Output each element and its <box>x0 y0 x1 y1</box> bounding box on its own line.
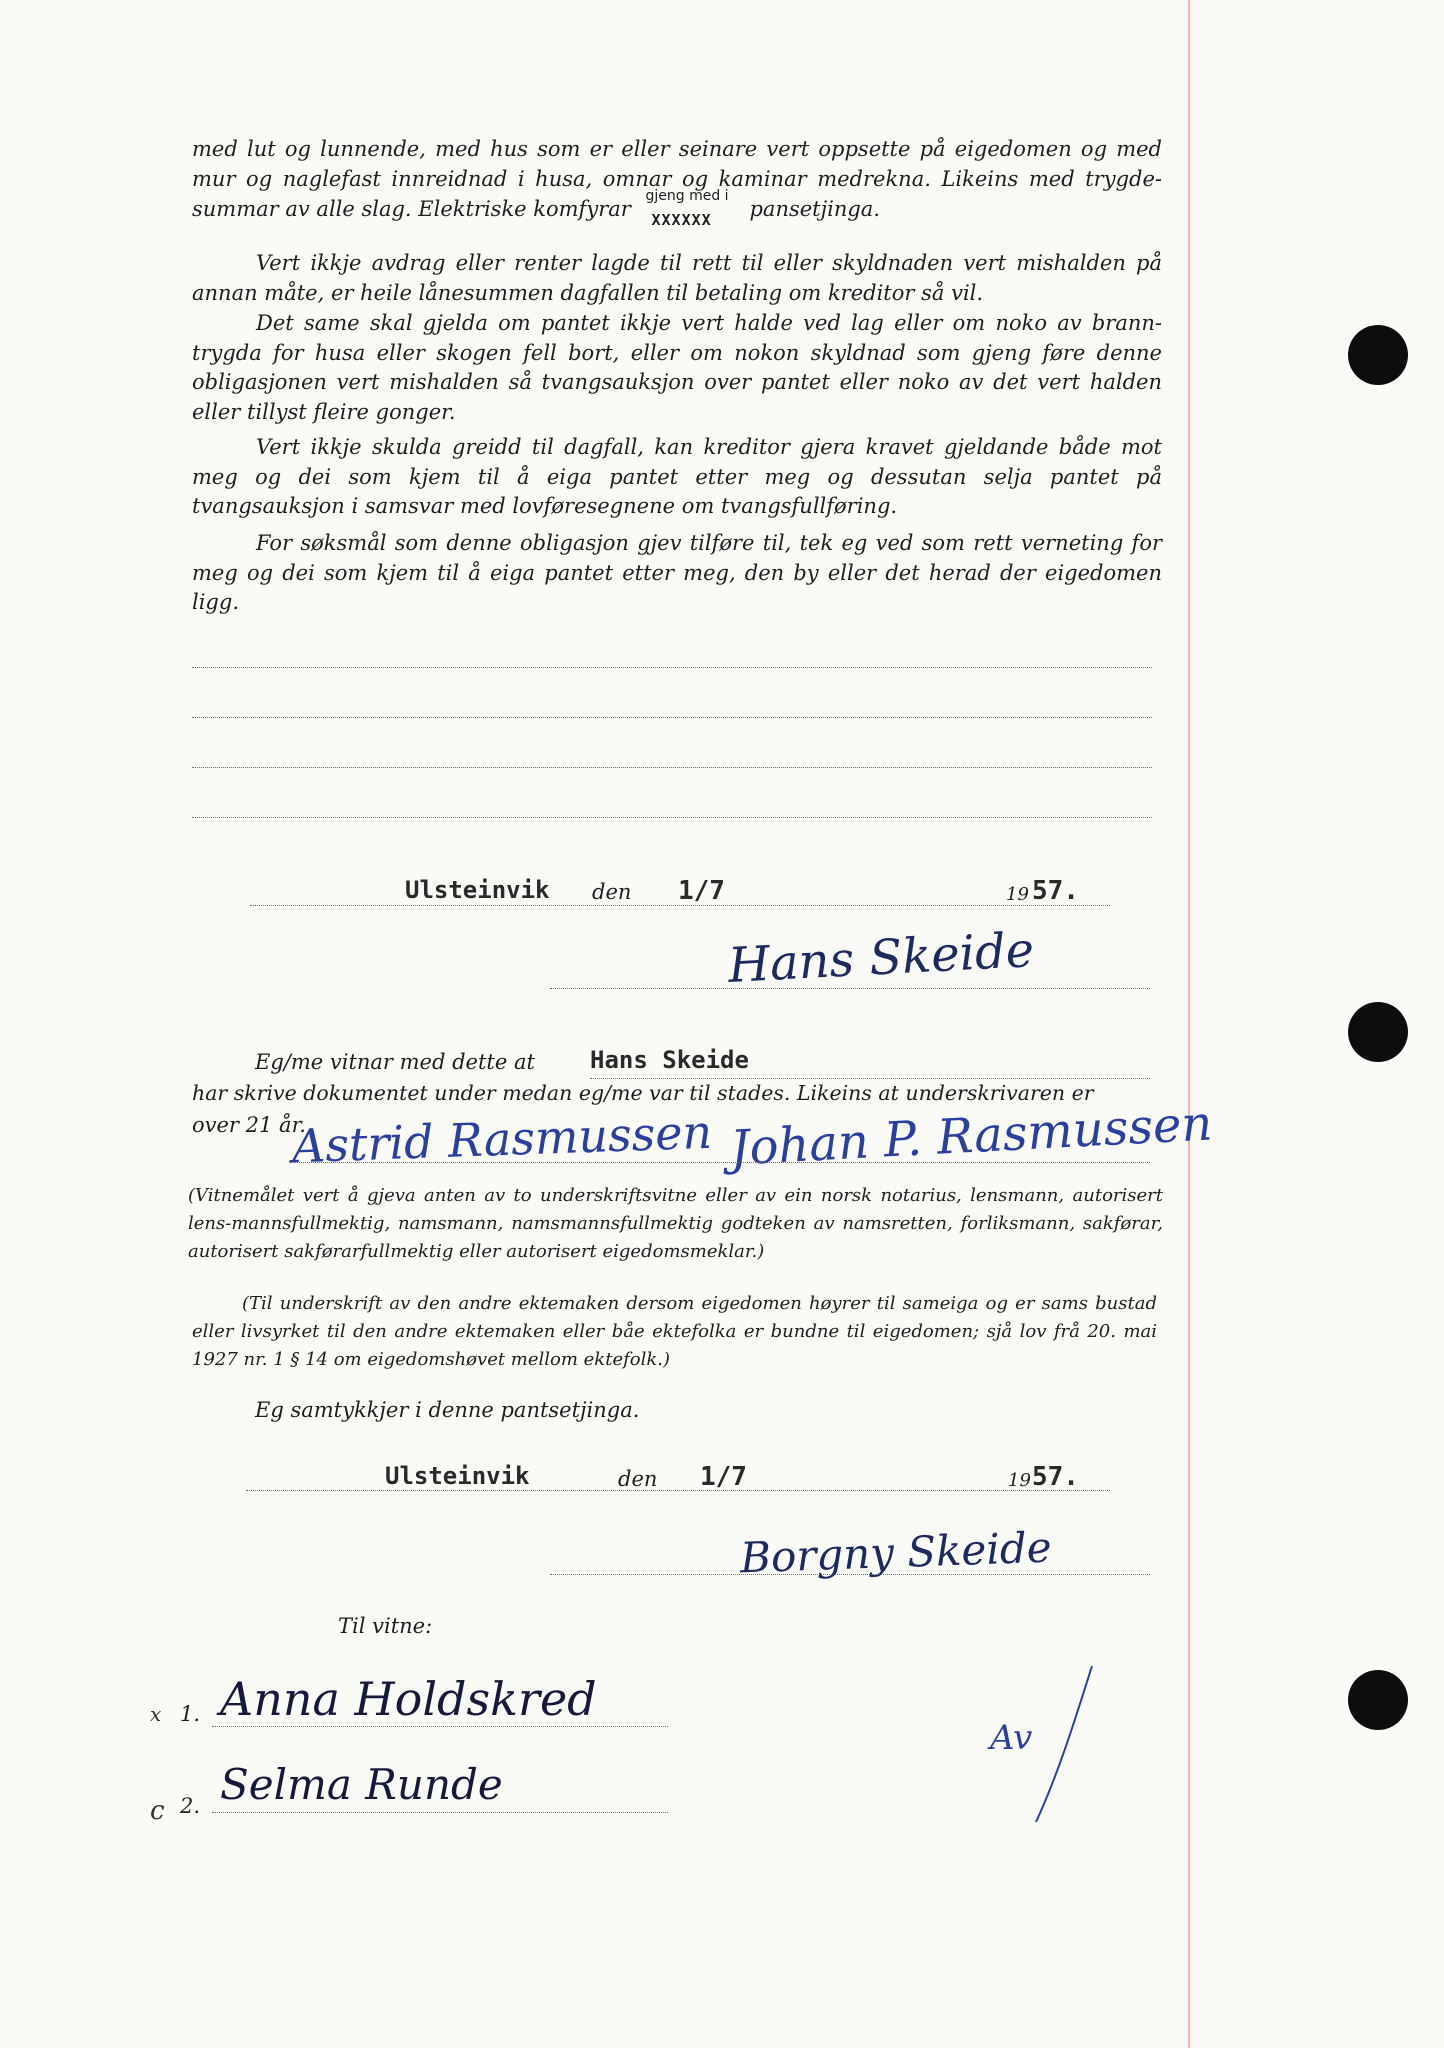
witness-1-line <box>212 1726 668 1727</box>
witness-2-line <box>212 1812 668 1813</box>
signature-witness-1: Astrid Rasmussen <box>291 1104 713 1174</box>
paragraph-jurisdiction: For søksmål som denne obligasjon gjev tilføre til, tek eg ved som rett verneting for meg og dei som kjem til å eiga pantet etter meg, den by eller det herad der eigedomen ligg. <box>192 531 1162 614</box>
signing-place: Ulsteinvik <box>405 876 550 904</box>
punch-hole <box>1348 1002 1408 1062</box>
signing-line <box>250 905 1110 906</box>
witness-1-number: 1. <box>180 1702 201 1726</box>
margin-rule <box>1188 0 1190 2048</box>
punch-hole <box>1348 325 1408 385</box>
spouse-note: (Til underskrift av den andre ektemaken dersom eigedomen høyrer til sameiga og er sams bustad eller livsyrket til den andre ektemaken eller båe ektefolka er bundne til eigedomen; sjå lov frå 20. mai 1927 nr. 1 § 14 om eigedomshøvet mellom ektefolk.) <box>192 1293 1157 1370</box>
witness-intro: Eg/me vitnar med dette at <box>255 1050 535 1074</box>
signing-date-2: 1/7 <box>700 1462 747 1492</box>
year-suffix: 57. <box>1032 876 1079 906</box>
initials: Av <box>990 1718 1033 1758</box>
blank-line <box>192 767 1152 768</box>
name-line <box>590 1078 1150 1079</box>
signature-line <box>550 988 1150 989</box>
blank-line <box>192 817 1152 818</box>
witness-line3: over 21 år. <box>192 1113 306 1137</box>
paragraph-property: med lut og lunnende, med hus som er eller seinare vert oppsette på eigedomen og med mur og naglefast innreidnad i husa, omnar og kaminar medrekna. Likeins med trygde-summar av alle slag. Elektriske komfyrar gjeng med i XXXXXX pansetjinga. <box>192 137 1162 229</box>
signature-line-2 <box>550 1574 1150 1575</box>
witness-principal-name: Hans Skeide <box>590 1046 749 1074</box>
til-vitne-label: Til vitne: <box>338 1614 433 1638</box>
paragraph-default: Vert ikkje avdrag eller renter lagde til rett til eller skyldnaden vert mishalden på annan måte, er heile lånesummen dagfallen til betaling om kreditor så vil. <box>192 251 1162 305</box>
den-label-2: den <box>618 1467 658 1491</box>
handwritten-insertion: gjeng med i XXXXXX <box>645 188 729 229</box>
witness-2-mark: c <box>150 1796 165 1826</box>
witness-1-signature: Anna Holdskred <box>220 1672 597 1726</box>
signing-line-2 <box>246 1490 1110 1491</box>
signature-witness-2: Johan P. Rasmussen <box>728 1095 1214 1177</box>
witness-2-number: 2. <box>180 1794 201 1818</box>
checkmark-stroke <box>1020 1660 1100 1830</box>
paragraph-fire-insurance: Det same skal gjelda om pantet ikkje vert halde ved lag eller om noko av brann-trygda for husa eller skogen fell bort, eller om nokon skyldnad som gjeng føre denne obligasjonen vert mishalden så tvangsauksjon over pantet eller noko av det vert halden eller tillyst fleire gonger. <box>192 311 1162 424</box>
blank-line <box>192 667 1152 668</box>
witness-note: (Vitnemålet vert å gjeva anten av to underskriftsvitne eller av ein norsk notarius, lensmann, autorisert lens-mannsfullmektig, namsmann, namsmannsfullmektig godteken av namsretten, forliksmann, sakførar, autorisert sakførarfullmektig eller autorisert eigedomsmeklar.) <box>188 1185 1163 1262</box>
witness-signature-line <box>290 1162 1150 1163</box>
punch-hole <box>1348 1670 1408 1730</box>
signature-hans-skeide: Hans Skeide <box>726 922 1036 994</box>
signing-date: 1/7 <box>678 876 725 906</box>
den-label: den <box>592 880 632 904</box>
witness-2-signature: Selma Runde <box>220 1760 503 1809</box>
spouse-consent: Eg samtykkjer i denne pantsetjinga. <box>255 1398 640 1422</box>
witness-line2: har skrive dokumentet under medan eg/me var til stades. Likeins at underskrivaren er <box>192 1081 1094 1105</box>
signing-place-2: Ulsteinvik <box>385 1462 530 1490</box>
year-prefix-2: 19 <box>1008 1470 1031 1491</box>
signature-borgny-skeide: Borgny Skeide <box>739 1522 1053 1583</box>
year-suffix-2: 57. <box>1032 1462 1079 1492</box>
year-prefix: 19 <box>1006 884 1029 905</box>
blank-line <box>192 717 1152 718</box>
paragraph-due-date: Vert ikkje skulda greidd til dagfall, kan kreditor gjera kravet gjeldande både mot meg og dei som kjem til å eiga pantet etter meg og dessutan selja pantet på tvangsauksjon i samsvar med lovføresegnene om tvangsfullføring. <box>192 435 1162 518</box>
witness-1-mark: x <box>150 1702 162 1726</box>
